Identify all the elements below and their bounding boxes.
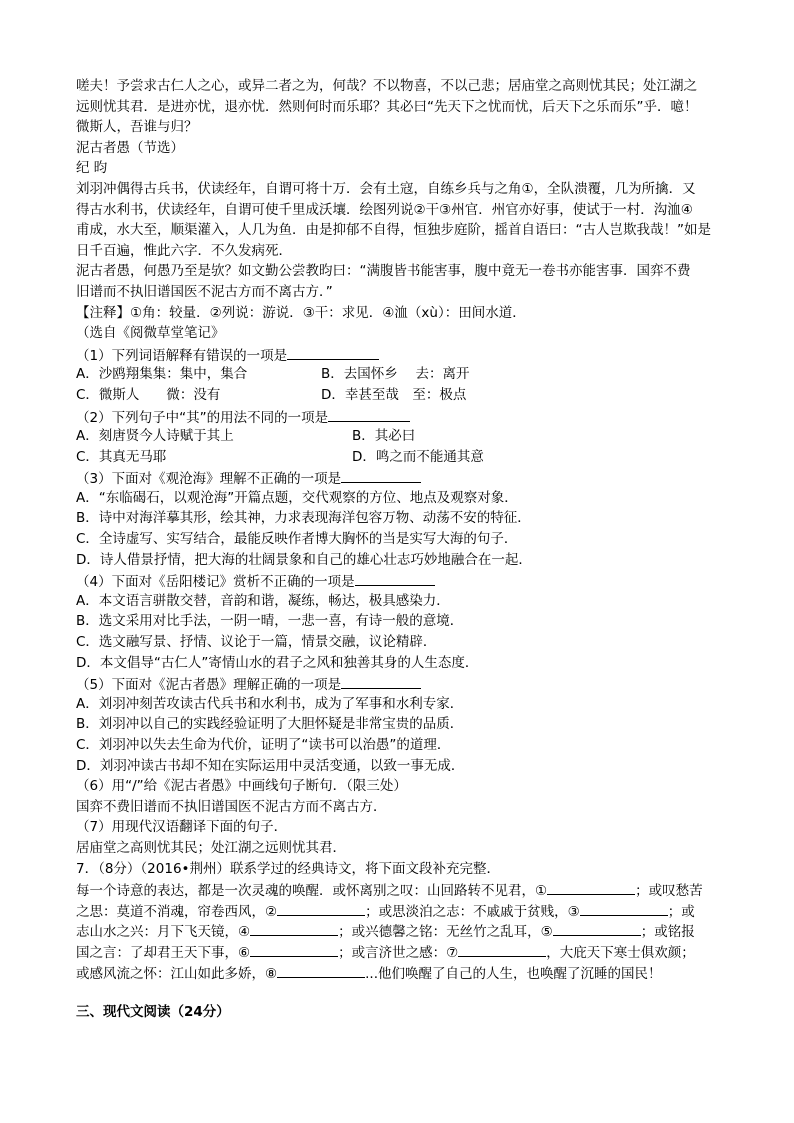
passage2-line: 得古水利书，伏读经年，自谓可使千里成沃壤．绘图列说②干③州官．州官亦好事，使试于一村．沟洫④ — [76, 201, 693, 218]
question-stem-text: （3）下面对《观沧海》理解不正确的一项是 — [76, 471, 342, 488]
fill-line: 每一个诗意的表达，都是一次灵魂的唤醒．或怀离别之叹：山回路转不见君，① ；或叹愁苦 — [76, 879, 726, 900]
option-c[interactable]: C．选文融写景、抒情、议论于一篇，情景交融，议论精辟． — [76, 634, 437, 651]
passage2-line: 泥古者愚，何愚乃至是欤？如文勤公尝教昀曰：“满腹皆书能害事，腹中竟无一卷书亦能害事．国弈不费 — [76, 263, 691, 280]
answer-blank-3[interactable] — [580, 900, 668, 916]
question-2-options-row — [76, 426, 726, 447]
option-c[interactable]: C．全诗虚写、实写结合，最能反映作者博大胸怀的当是实写大海的句子． — [76, 531, 518, 548]
passage2-title: 泥古者愚（节选） — [76, 139, 184, 156]
option-a[interactable]: A．本文语言骈散交替，音韵和谐，凝练，畅达，极具感染力． — [76, 592, 450, 609]
question-stem-text: （4）下面对《岳阳楼记》赏析不正确的一项是 — [76, 574, 355, 591]
fill-line: 或感风流之怀：江山如此多娇，⑧ ...他们唤醒了自己的人生，也唤醒了沉睡的国民！ — [76, 962, 726, 983]
passage2-author: 纪 昀 — [76, 160, 108, 177]
answer-blank-6[interactable] — [250, 941, 338, 957]
question-6-text: 国弈不费旧谱而不执旧谱国医不泥古方而不离古方． — [76, 798, 387, 815]
answer-blank[interactable] — [341, 467, 421, 483]
answer-blank-7[interactable] — [458, 941, 546, 957]
question-1-options-row — [76, 364, 726, 385]
option-c[interactable]: C．刘羽冲以失去生命为代价，证明了“读书可以治愚”的道理． — [76, 737, 451, 753]
question-7-text: 居庙堂之高则忧其民；处江湖之远则忧其君． — [76, 839, 346, 856]
fill-line: 志山水之兴：月下飞天镜，④ ；或兴德馨之铭：无丝竹之乱耳，⑤ ；或铭报 — [76, 920, 726, 941]
answer-blank-2[interactable] — [277, 900, 365, 916]
option-d[interactable]: D．幸甚至哉 至：极点 — [321, 386, 467, 403]
answer-blank[interactable] — [355, 570, 435, 586]
option-c[interactable]: C．微斯人 微：没有 — [76, 386, 221, 403]
question-1-stem — [76, 344, 726, 365]
option-d[interactable]: D．诗人借景抒情，把大海的壮阔景象和自己的雄心壮志巧妙地融合在一起． — [76, 551, 532, 568]
answer-blank-5[interactable] — [553, 920, 641, 936]
passage2-source: （选自《阅微草堂笔记》 — [76, 325, 225, 342]
question-4-stem — [76, 570, 726, 591]
question-6-stem: （6）用“/”给《泥古者愚》中画线句子断句．（限三处） — [76, 778, 407, 795]
fill-question-stem: 7．（8分）（2016•荆州）联系学过的经典诗文，将下面文段补充完整． — [76, 860, 500, 877]
question-2-stem — [76, 406, 726, 427]
option-a[interactable]: A．“东临碣石，以观沧海”开篇点题，交代观察的方位、地点及观察对象． — [76, 489, 518, 506]
answer-blank-8[interactable] — [277, 962, 365, 978]
answer-blank[interactable] — [287, 344, 379, 360]
option-b[interactable]: B．诗中对海洋摹其形，绘其神，力求表现海洋包容万物、动荡不安的特征． — [76, 510, 531, 527]
passage2-line: 旧谱而不执旧谱国医不泥古方而不离古方．” — [76, 283, 333, 300]
passage1-line: 远则忧其君．是进亦忧，退亦忧．然则何时而乐耶？其必曰“先天下之忧而忧，后天下之乐而乐”乎．噫！ — [76, 98, 698, 115]
question-3-stem — [76, 467, 726, 488]
answer-blank-1[interactable] — [547, 879, 635, 895]
passage2-line: 甫成，水大至，顺渠灌入，人几为鱼．由是抑郁不自得，恒独步庭阶，摇首自语曰：“古人岂欺我哉！”如是 — [76, 222, 711, 239]
option-c[interactable]: C．其真无马耶 — [76, 448, 167, 465]
question-1-options-row — [76, 385, 726, 406]
question-stem-text: （2）下列句子中“其”的用法不同的一项是 — [76, 409, 329, 426]
page-content — [76, 76, 726, 1023]
passage2-line: 日千百遍，惟此六字．不久发病死． — [76, 242, 292, 259]
passage1-line: 微斯人，吾谁与归？ — [76, 119, 198, 136]
question-stem-text: （1）下列词语解释有错误的一项是 — [76, 347, 288, 364]
option-a[interactable]: A．刘羽冲刻苦攻读古代兵书和水利书，成为了军事和水利专家． — [76, 695, 464, 712]
option-b[interactable]: B．刘羽冲以自己的实践经验证明了大胆怀疑是非常宝贵的品质． — [76, 716, 464, 733]
question-2-options-row — [76, 447, 726, 468]
fill-line: 国之言：了却君王天下事，⑥ ；或言济世之感：⑦ ，大庇天下寒士俱欢颜； — [76, 941, 726, 962]
option-b[interactable]: B．选文采用对比手法，一阴一晴，一悲一喜，有诗一般的意境． — [76, 613, 464, 630]
answer-blank[interactable] — [328, 406, 410, 422]
fill-line: 之思：莫道不消魂，帘卷西风，② ；或思淡泊之志：不戚戚于贫贱，③ ；或 — [76, 900, 726, 921]
answer-blank[interactable] — [341, 673, 421, 689]
option-d[interactable]: D．鸣之而不能通其意 — [352, 448, 484, 465]
passage2-notes: 【注释】①角：较量．②列说：游说．③干：求见．④洫（xù）：田间水道． — [76, 304, 526, 321]
option-a[interactable]: A．沙鸥翔集集：集中，集合 — [76, 366, 248, 383]
question-5-stem — [76, 673, 726, 694]
answer-blank-4[interactable] — [250, 920, 338, 936]
passage1-line: 嗟夫！予尝求古仁人之心，或异二者之为，何哉？不以物喜，不以己悲；居庙堂之高则忧其民；处江湖之 — [76, 78, 697, 94]
question-7-stem: （7）用现代汉语翻译下面的句子． — [76, 819, 288, 836]
question-stem-text: （5）下面对《泥古者愚》理解正确的一项是 — [76, 677, 342, 694]
passage2-line: 刘羽冲偶得古兵书，伏读经年，自谓可将十万．会有土寇，自练乡兵与之角①，全队溃覆，几为所擒．又 — [76, 180, 696, 197]
section-heading: 三、现代文阅读（24分） — [76, 1004, 230, 1021]
option-d[interactable]: D．刘羽冲读古书却不知在实际运用中灵活变通，以致一事无成． — [76, 757, 465, 774]
spacer — [76, 982, 726, 1002]
option-b[interactable]: B．去国怀乡 去：离开 — [321, 366, 470, 383]
option-a[interactable]: A．刻唐贤今人诗赋于其上 — [76, 428, 234, 445]
option-d[interactable]: D．本文倡导“古仁人”寄情山水的君子之风和独善其身的人生态度． — [76, 654, 479, 671]
option-b[interactable]: B．其必曰 — [352, 428, 416, 445]
